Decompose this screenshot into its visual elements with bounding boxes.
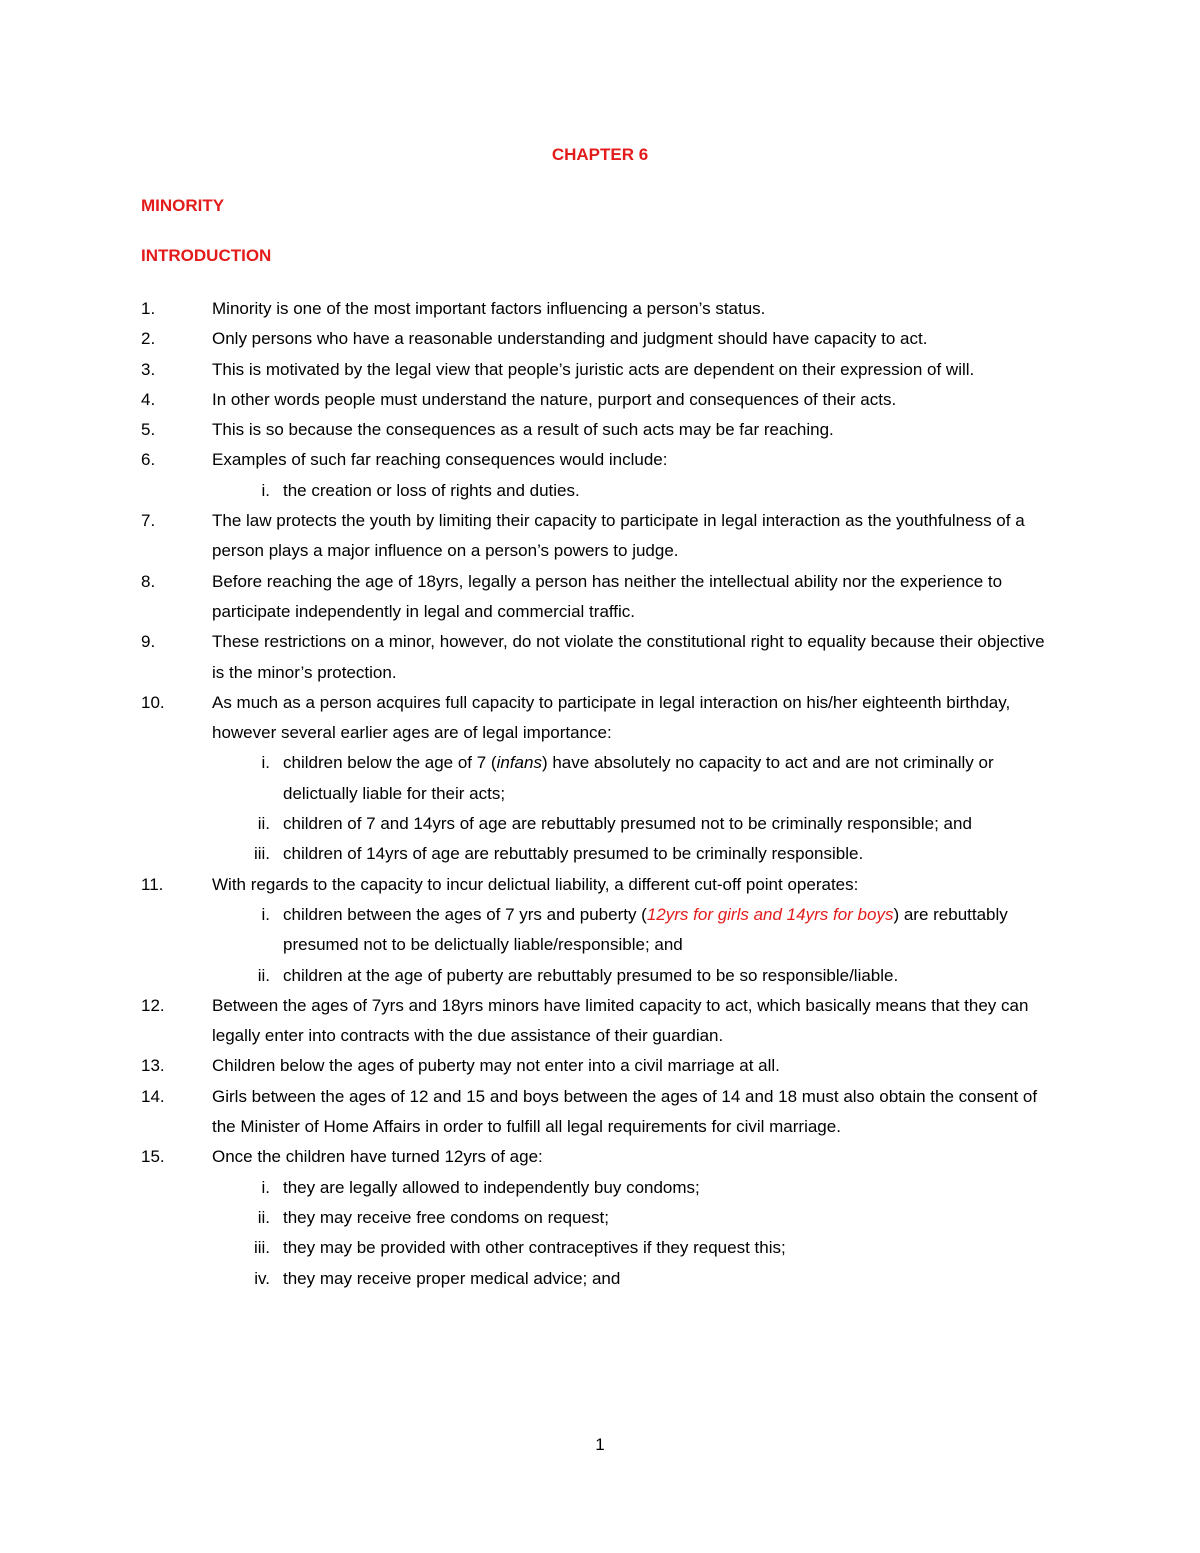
list-item-text: This is so because the consequences as a result of such acts may be far reaching. [212, 420, 834, 440]
list-item-text: As much as a person acquires full capacity to participate in legal interaction on his/her eighteenth birthday, however several earlier ages are of legal importance: [212, 692, 1011, 743]
sub-list-item [0, 748, 1200, 809]
sub-list-item-numeral: ii. [257, 814, 270, 834]
list-item [0, 688, 1200, 749]
sub-list-item-numeral: i. [261, 904, 270, 924]
list-item [0, 567, 1200, 628]
list-item [0, 1082, 1200, 1143]
list-item-number: 6. [141, 450, 156, 470]
numbered-list [0, 294, 1200, 1294]
list-item-number: 12. [141, 995, 165, 1015]
sub-list-item-text: children of 14yrs of age are rebuttably presumed to be criminally responsible. [283, 844, 864, 864]
sub-list-item-text: the creation or loss of rights and duties. [283, 480, 580, 500]
list-item-number: 5. [141, 420, 156, 440]
sub-list-item-text: they are legally allowed to independently buy condoms; [283, 1177, 700, 1197]
sub-list-item-numeral: iv. [254, 1268, 270, 1288]
list-item-number: 11. [141, 874, 164, 894]
list-item-number: 1. [141, 299, 156, 318]
list-item [0, 294, 1200, 324]
list-item-number: 8. [141, 571, 156, 591]
sub-list-item [0, 1203, 1200, 1233]
list-item-text: Before reaching the age of 18yrs, legally a person has neither the intellectual ability nor the experience to participate independently in legal and commercial traffic. [212, 571, 1003, 621]
list-item-number: 10. [141, 692, 165, 712]
sub-list-item-numeral: ii. [257, 965, 270, 985]
list-item [0, 355, 1200, 385]
sub-list-item [0, 1233, 1200, 1263]
list-item-text: Children below the ages of puberty may not enter into a civil marriage at all. [212, 1056, 780, 1076]
sub-list-item [0, 1264, 1200, 1294]
sub-list-item-text: they may receive free condoms on request; [283, 1207, 609, 1227]
list-item [0, 870, 1200, 900]
list-item-text: With regards to the capacity to incur delictual liability, a different cut-off point operates: [212, 874, 859, 894]
list-item-number: 9. [141, 632, 156, 652]
list-item [0, 506, 1200, 567]
sub-list-item [0, 809, 1200, 839]
sub-list-item-text: children at the age of puberty are rebuttably presumed to be so responsible/liable. [283, 965, 899, 985]
sub-list-item-numeral: iii. [253, 1238, 270, 1258]
list-item [0, 415, 1200, 445]
sub-list-item [0, 1173, 1200, 1203]
sub-list-item [0, 900, 1200, 961]
sub-list-item [0, 839, 1200, 869]
page-number: 1 [595, 1435, 605, 1454]
list-item-number: 4. [141, 389, 156, 409]
list-item-text: Minority is one of the most important factors influencing a person’s status. [212, 299, 766, 318]
list-item-text: The law protects the youth by limiting their capacity to participate in legal interaction as the youthfulness of a person plays a major influence on a person’s powers to judge. [212, 511, 1025, 561]
list-item [0, 445, 1200, 475]
sub-list-item-text: they may receive proper medical advice; and [283, 1268, 621, 1288]
section-heading-minority: MINORITY [141, 196, 225, 215]
chapter-title: CHAPTER 6 [551, 145, 649, 164]
list-item-number: 13. [141, 1056, 165, 1076]
list-item-number: 3. [141, 359, 156, 379]
sub-list-item-text: they may be provided with other contraceptives if they request this; [283, 1238, 786, 1258]
sub-list-item [0, 961, 1200, 991]
list-item-text: Only persons who have a reasonable understanding and judgment should have capacity to act. [212, 329, 928, 349]
list-item-number: 2. [141, 329, 156, 349]
sub-list-item-text: children of 7 and 14yrs of age are rebuttably presumed not to be criminally responsible; and [283, 814, 972, 834]
list-item [0, 1051, 1200, 1081]
list-item [0, 991, 1200, 1052]
highlighted-text: 12yrs for girls and 14yrs for boys [646, 904, 894, 924]
list-item-text: Examples of such far reaching consequences would include: [212, 450, 668, 470]
list-item-number: 15. [141, 1147, 165, 1167]
list-item [0, 324, 1200, 354]
list-item [0, 385, 1200, 415]
sub-list-item [0, 476, 1200, 506]
sub-list-item-numeral: i. [261, 753, 270, 773]
list-item-text: Girls between the ages of 12 and 15 and boys between the ages of 14 and 18 must also obtain the consent of the Minister of Home Affairs in order to fulfill all legal requirements for civil marriage. [212, 1086, 1038, 1137]
list-item-number: 14. [141, 1086, 165, 1106]
sub-list-item-numeral: i. [261, 480, 270, 500]
list-item-text: In other words people must understand the nature, purport and consequences of their acts. [212, 389, 897, 409]
list-item-text: This is motivated by the legal view that people’s juristic acts are dependent on their expression of will. [212, 359, 975, 379]
sub-list-item-numeral: i. [261, 1177, 270, 1197]
list-item [0, 1142, 1200, 1172]
sub-list-item-text: children below the age of 7 (infans) have absolutely no capacity to act and are not criminally or delictually liable for their acts; [283, 753, 994, 803]
list-item [0, 627, 1200, 688]
sub-list-item-numeral: iii. [253, 844, 270, 864]
italic-term: infans [496, 753, 542, 773]
list-item-text: Once the children have turned 12yrs of age: [212, 1147, 543, 1167]
list-item-text: Between the ages of 7yrs and 18yrs minors have limited capacity to act, which basically means that they can legally enter into contracts with the due assistance of their guardian. [212, 995, 1029, 1046]
sub-list-item-numeral: ii. [257, 1207, 270, 1227]
section-heading-introduction: INTRODUCTION [141, 246, 272, 265]
list-item-text: These restrictions on a minor, however, do not violate the constitutional right to equality because their objective is the minor’s protection. [212, 632, 1045, 682]
list-item-number: 7. [141, 511, 156, 531]
sub-list-item-text: children between the ages of 7 yrs and puberty (12yrs for girls and 14yrs for boys) are rebuttably presumed not to be delictually liable/responsible; and [283, 904, 1008, 955]
